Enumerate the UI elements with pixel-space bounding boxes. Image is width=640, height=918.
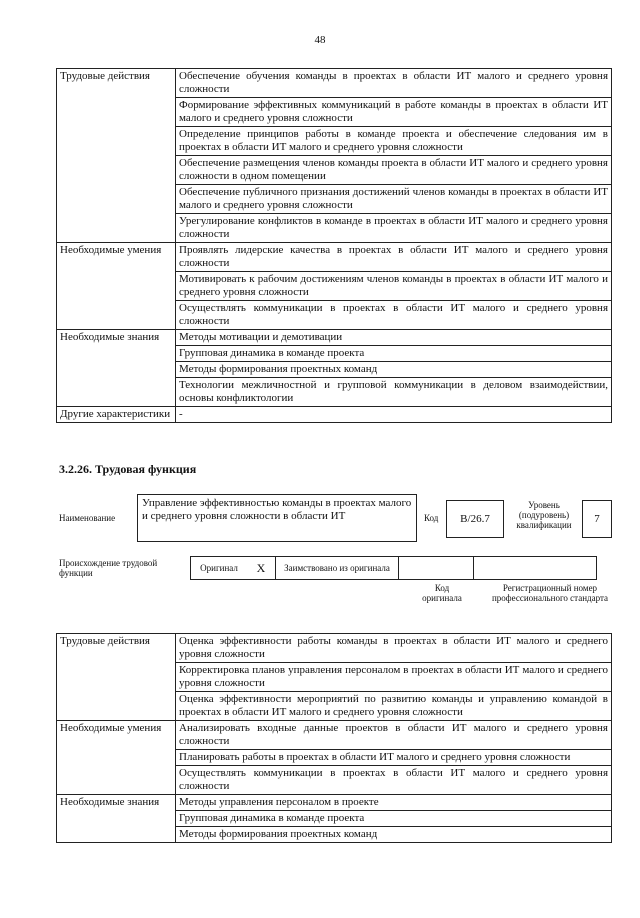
original-mark: X	[247, 557, 276, 580]
table-cell: Методы мотивации и демотивации	[176, 330, 612, 346]
table-cell: Обеспечение размещения членов команды проекта в области ИТ малого и среднего уровня сложности в одном помещении	[176, 156, 612, 185]
table-cell: Методы управления персоналом в проекте	[176, 795, 612, 811]
row-label: Другие характеристики	[57, 407, 176, 423]
borrowed-label: Заимствовано из оригинала	[276, 557, 399, 580]
table-cell: Определение принципов работы в команде проекта и обеспечение следования им в проектах в области ИТ малого и среднего уровня сложности	[176, 127, 612, 156]
table-row	[57, 721, 612, 750]
table-cell: Групповая динамика в команде проекта	[176, 346, 612, 362]
table-cell: Обеспечение обучения команды в проектах в области ИТ малого и среднего уровня сложности	[176, 69, 612, 98]
table-cell: Оценка эффективности мероприятий по развитию команды и управлению командой в проектах в области ИТ малого и среднего уровня сложности	[176, 692, 612, 721]
table-cell: Урегулирование конфликтов в команде в проектах в области ИТ малого и среднего уровня сложности	[176, 214, 612, 243]
requirements-table-1	[56, 68, 612, 423]
table-cell: Планировать работы в проектах в области ИТ малого и среднего уровня сложности	[176, 750, 612, 766]
table-row	[57, 243, 612, 272]
section-heading: 3.2.26. Трудовая функция	[59, 462, 197, 476]
table-row	[191, 557, 597, 580]
reg-caption: Регистрационный номер профессионального стандарта	[491, 583, 609, 603]
original-label: Оригинал	[191, 557, 248, 580]
table-row	[57, 69, 612, 98]
origin-label: Происхождение трудовой функции	[59, 558, 158, 578]
table-cell: Анализировать входные данные проектов в области ИТ малого и среднего уровня сложности	[176, 721, 612, 750]
row-label: Трудовые действия	[57, 634, 176, 721]
table-cell: Корректировка планов управления персоналом в проектах в области ИТ малого и среднего уровня сложности	[176, 663, 612, 692]
table-cell: Оценка эффективности работы команды в проектах в области ИТ малого и среднего уровня сложности	[176, 634, 612, 663]
origin-table	[190, 556, 597, 580]
table-cell: -	[176, 407, 612, 423]
table-cell: Обеспечение публичного признания достижений членов команды в проектах в области ИТ малого и среднего уровня сложности	[176, 185, 612, 214]
code-caption: Код оригинала	[422, 583, 462, 603]
name-label: Наименование	[59, 513, 116, 523]
table-cell: Методы формирования проектных команд	[176, 827, 612, 843]
table-cell: Методы формирования проектных команд	[176, 362, 612, 378]
level-value: 7	[582, 500, 612, 538]
level-label: Уровень (подуровень) квалификации	[516, 500, 572, 530]
table-cell: Осуществлять коммуникации в проектах в области ИТ малого и среднего уровня сложности	[176, 301, 612, 330]
table-cell: Групповая динамика в команде проекта	[176, 811, 612, 827]
row-label: Необходимые умения	[57, 243, 176, 330]
function-code: B/26.7	[446, 500, 504, 538]
table-row	[57, 330, 612, 346]
table-row	[57, 634, 612, 663]
table-cell: Технологии межличностной и групповой коммуникации в деловом взаимодействии, основы конфликтологии	[176, 378, 612, 407]
page-number: 48	[314, 34, 326, 46]
row-label: Трудовые действия	[57, 69, 176, 243]
table-cell: Проявлять лидерские качества в проектах в области ИТ малого и среднего уровня сложности	[176, 243, 612, 272]
requirements-table-2	[56, 633, 612, 843]
row-label: Необходимые знания	[57, 330, 176, 407]
table-cell: Мотивировать к рабочим достижениям членов команды в проектах в области ИТ малого и среднего уровня сложности	[176, 272, 612, 301]
table-cell: Осуществлять коммуникации в проектах в области ИТ малого и среднего уровня сложности	[176, 766, 612, 795]
code-label: Код	[424, 513, 439, 523]
function-name: Управление эффективностью команды в проектах малого и среднего уровня сложности в области ИТ	[137, 494, 417, 542]
empty-cell	[474, 557, 597, 580]
table-row	[57, 407, 612, 423]
table-cell: Формирование эффективных коммуникаций в работе команды в проектах в области ИТ малого и среднего уровня сложности	[176, 98, 612, 127]
row-label: Необходимые умения	[57, 721, 176, 795]
row-label: Необходимые знания	[57, 795, 176, 843]
table-row	[57, 795, 612, 811]
empty-cell	[399, 557, 474, 580]
